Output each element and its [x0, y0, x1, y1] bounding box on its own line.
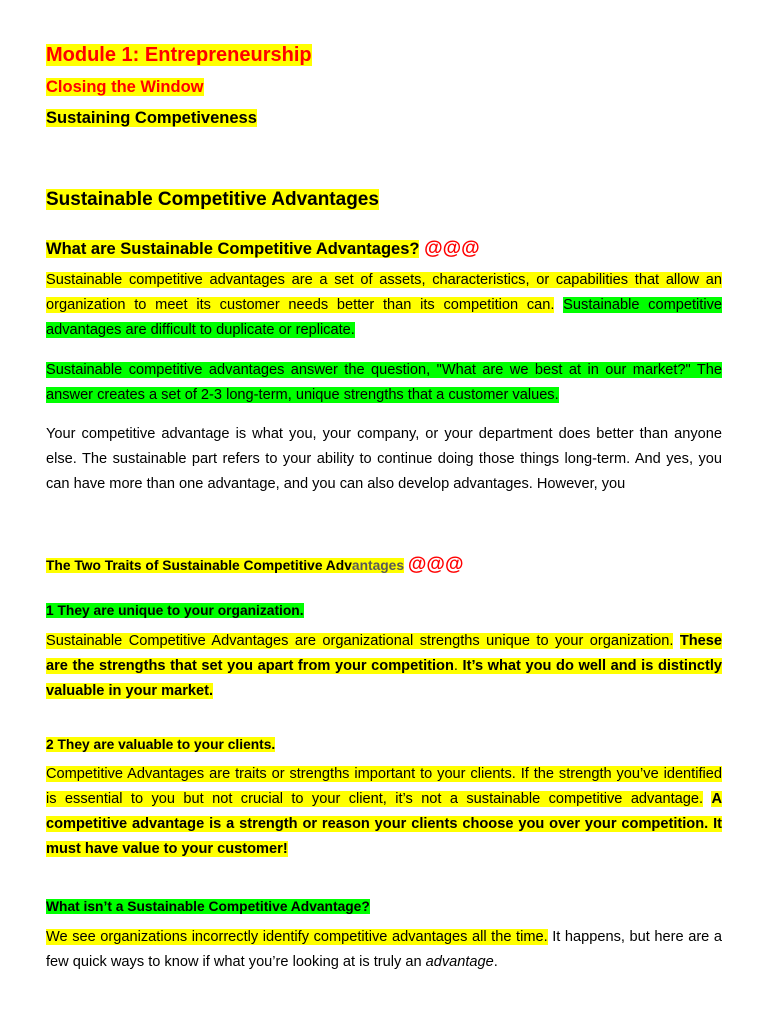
heading-sca: Sustainable Competitive Advantages	[46, 189, 379, 210]
heading-trait-1: 1 They are unique to your organization.	[46, 603, 304, 618]
heading-trait-2: 2 They are valuable to your clients.	[46, 737, 276, 752]
marker-at-signs: @@@	[424, 238, 480, 259]
paragraph-trait-1: Sustainable Competitive Advantages are organizational strengths unique to your organization. These are the strengths that set you apart from your competition. It’s what you do well and is distinctly valuable in your market.	[46, 633, 723, 699]
paragraph-what-isnt: We see organizations incorrectly identify competitive advantages all the time. It happens, but here are a few quick ways to know if what you’re looking at is truly an advantage.	[46, 929, 722, 970]
paragraph-explanation: Your competitive advantage is what you, your company, or your department does better than anyone else. The sustainable part refers to your ability to continue doing those things long-term. And yes, you can have more than one advantage, and you can also develop advantages. However, you	[46, 426, 722, 492]
paragraph-definition: Sustainable competitive advantages are a set of assets, characteristics, or capabilities that allow an organization to meet its customer needs better than its competition can. Sustainable competitive advantages are difficult to duplicate or replicate.	[46, 272, 722, 338]
module-title: Module 1: Entrepreneurship	[46, 44, 312, 66]
marker-at-signs: @@@	[407, 554, 464, 575]
heading-two-traits: The Two Traits of Sustainable Competitive Advantages @@@	[46, 554, 464, 575]
section-title-sustaining: Sustaining Competiveness	[46, 109, 257, 127]
paragraph-question: Sustainable competitive advantages answer the question, "What are we best at in our market?" The answer creates a set of 2-3 long-term, unique strengths that a customer values.	[46, 362, 722, 403]
heading-what-are-sca: What are Sustainable Competitive Advantages? @@@	[46, 238, 480, 259]
paragraph-trait-2: Competitive Advantages are traits or strengths important to your clients. If the strength you’ve identified is essential to you but not crucial to your client, it’s not a sustainable competitive advantage. A competitive advantage is a strength or reason your clients choose you over your competition. It must have value to your customer!	[46, 766, 722, 857]
section-title-closing: Closing the Window	[46, 78, 204, 96]
heading-what-isnt: What isn’t a Sustainable Competitive Advantage?	[46, 899, 370, 914]
